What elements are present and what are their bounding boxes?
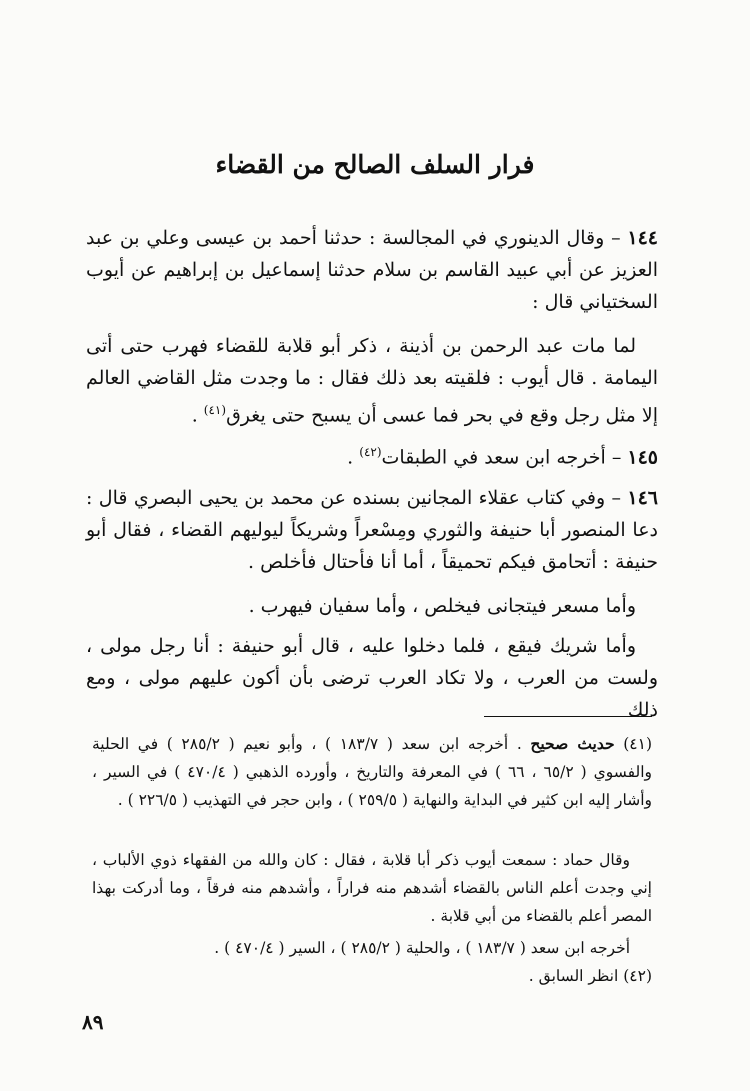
footnote-ref: (٤١) xyxy=(203,403,227,417)
footnote-text: وقال حماد : سمعت أيوب ذكر أبا قلابة ، فقال : كان والله من الفقهاء ذوي الألباب ، إني وجدت أعلم الناس بالقضاء أشدهم منه فراراً ، وأشدهم منه فرقاً ، وما أدركت بهذا المصر أعلم بالقضاء من أبي قلابة . xyxy=(92,851,652,925)
footnote-text: أخرجه ابن سعد ( ١٨٣/٧ ) ، والحلية ( ٢٨٥/٢ ) ، السير ( ٤٧٠/٤ ) . xyxy=(214,939,630,957)
page-number: ٨٩ xyxy=(82,1010,104,1034)
paragraph-146-continued xyxy=(86,590,658,622)
paragraph-146-final xyxy=(86,630,658,726)
paragraph-number: ١٤٤ xyxy=(627,227,658,249)
paragraph-end: . xyxy=(347,446,360,469)
paragraph-144 xyxy=(86,222,658,318)
paragraph-end: . xyxy=(191,404,204,427)
footnote-42 xyxy=(92,962,652,990)
paragraph-text: لما مات عبد الرحمن بن أذينة ، ذكر أبو قلابة للقضاء فهرب حتى أتى اليمامة . قال أيوب : فلقيته بعد ذلك فقال : ما وجدت مثل القاضي العالم إلا مثل رجل وقع في بحر فما عسى أن يسبح حتى يغرق xyxy=(86,335,658,427)
footnote-number: (٤١) xyxy=(623,735,652,753)
footnote-ref: (٤٢) xyxy=(359,445,382,459)
footnote-text: . أخرجه ابن سعد ( ١٨٣/٧ ) ، وأبو نعيم ( ٢٨٥/٢ ) في الحلية والفسوي ( ٦٥/٢ ، ٦٦ ) في المعرفة والتاريخ ، وأورده الذهبي ( ٤٧٠/٤ ) في السير ، وأشار إليه ابن كثير في البداية والنهاية ( ٢٥٩/٥ ) ، وابن حجر في التهذيب ( ٢٢٦/٥ ) . xyxy=(92,735,652,809)
paragraph-number: ١٤٥ xyxy=(627,446,658,469)
paragraph-146 xyxy=(86,482,658,578)
paragraph-text: – أخرجه ابن سعد في الطبقات xyxy=(381,446,628,469)
paragraph-text: وأما مسعر فيتجانى فيخلص ، وأما سفيان فيهرب . xyxy=(248,595,636,617)
paragraph-144-story xyxy=(86,330,658,431)
footnote-41 xyxy=(92,730,652,814)
paragraph-number: ١٤٦ xyxy=(627,487,658,509)
footnote-divider xyxy=(484,716,652,717)
footnote-text: انظر السابق . xyxy=(528,967,624,985)
paragraph-text: وأما شريك فيقع ، فلما دخلوا عليه ، قال أبو حنيفة : أنا رجل مولى ، ولست من العرب ، ولا تكاد العرب ترضى بأن أكون عليهم مولى ، ومع ذلك xyxy=(86,635,658,721)
paragraph-145 xyxy=(86,436,658,473)
footnote-41-quote xyxy=(92,846,652,930)
footnote-number: (٤٢) xyxy=(623,967,652,985)
footnote-41-source xyxy=(92,934,652,962)
chapter-title: فرار السلف الصالح من القضاء xyxy=(215,150,535,179)
paragraph-text: – وقال الدينوري في المجالسة : حدثنا أحمد بن عيسى وعلي بن عبد العزيز عن أبي عبيد القاسم بن سلام حدثنا إسماعيل بن إبراهيم عن أيوب السختياني قال : xyxy=(86,227,658,313)
paragraph-text: – وفي كتاب عقلاء المجانين بسنده عن محمد بن يحيى البصري قال : دعا المنصور أبا حنيفة والثوري ومِسْعراً وشريكاً ليوليهم القضاء ، فقال أبو حنيفة : أتحامق فيكم تحميقاً ، أما أنا فأحتال فأخلص . xyxy=(86,487,658,573)
hadith-grade: حديث صحيح xyxy=(530,734,615,753)
